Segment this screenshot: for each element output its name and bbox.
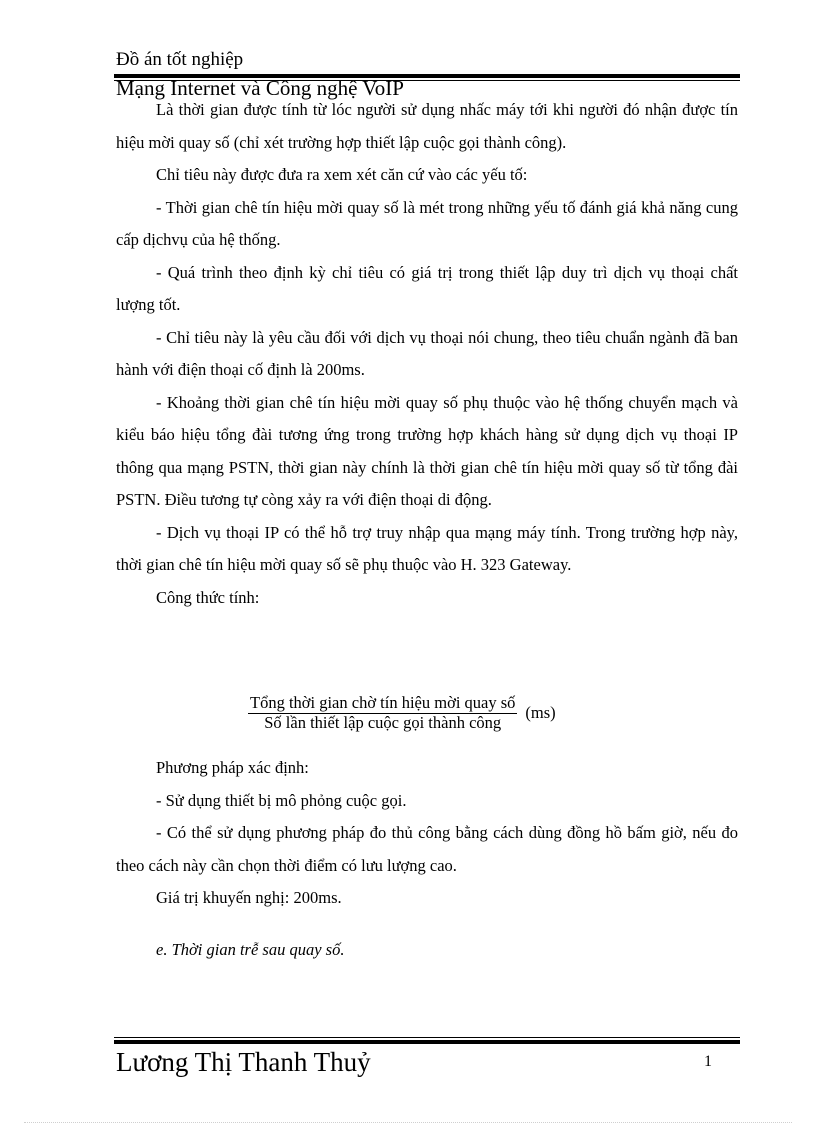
footer-rule-thick [114,1040,740,1044]
paragraph: - Chỉ tiêu này là yêu cầu đối với dịch vụ thoại nói chung, theo tiêu chuẩn ngành đã ban hành với điện thoại cố định là 200ms. [116,327,738,379]
paragraph: - Quá trình theo định kỳ chỉ tiêu có giá trị trong thiết lập duy trì dịch vụ thoại chất lượng tốt. [116,262,738,314]
paragraph: Giá trị khuyến nghị: 200ms. [156,888,342,907]
paragraph: - Sử dụng thiết bị mô phỏng cuộc gọi. [156,790,407,810]
formula-unit: (ms) [525,702,556,722]
fraction [248,693,517,732]
body-text [116,94,738,614]
body-text-after-formula [116,752,738,915]
page-number: 1 [704,1053,712,1070]
paragraph: Công thức tính: [156,587,260,607]
footer-author: Lương Thị Thanh Thuỷ [116,1047,371,1077]
footer-rule-thin [114,1037,740,1038]
paragraph: - Khoảng thời gian chê tín hiệu mời quay số phụ thuộc vào hệ thống chuyển mạch và kiểu báo hiệu tổng đài tương ứng trong trường hợp khách hàng sử dụng dịch vụ thoại IP thông qua mạng PSTN, thời gian này chính là thời gian chê tín hiệu mời quay số từ tổng đài PSTN. Điều tương tự còng xảy ra với điện thoại di động. [116,392,738,509]
paragraph: - Có thể sử dụng phương pháp đo thủ công bằng cách dùng đồng hồ bấm giờ, nếu đo theo cách này cần chọn thời điểm có lưu lượng cao. [116,823,738,875]
paragraph: - Thời gian chê tín hiệu mời quay số là mét trong những yếu tố đánh giá khả năng cung cấp dịchvụ của hệ thống. [116,197,738,249]
formula-denominator: Số lần thiết lập cuộc gọi thành công [264,713,502,732]
header-subtitle: Mạng Internet và Công nghệ VoIP [116,76,404,100]
formula-numerator: Tổng thời gian chờ tín hiệu mời quay số [250,693,516,712]
paragraph: - Dịch vụ thoại IP có thể hỗ trợ truy nhập qua mạng máy tính. Trong trường hợp này, thời gian chê tín hiệu mời quay số sẽ phụ thuộc vào H. 323 Gateway. [116,522,738,574]
paragraph: Là thời gian được tính từ lóc người sử dụng nhấc máy tới khi người đó nhận được tín hiệu mời quay số (chỉ xét trường hợp thiết lập cuộc gọi thành công). [116,100,738,152]
paragraph: Chỉ tiêu này được đưa ra xem xét căn cứ vào các yếu tố: [156,165,528,184]
header-title: Đồ án tốt nghiệp [116,49,244,70]
paragraph: Phương pháp xác định: [156,758,309,777]
formula [248,693,556,732]
section-heading: e. Thời gian trễ sau quay số. [156,940,345,959]
